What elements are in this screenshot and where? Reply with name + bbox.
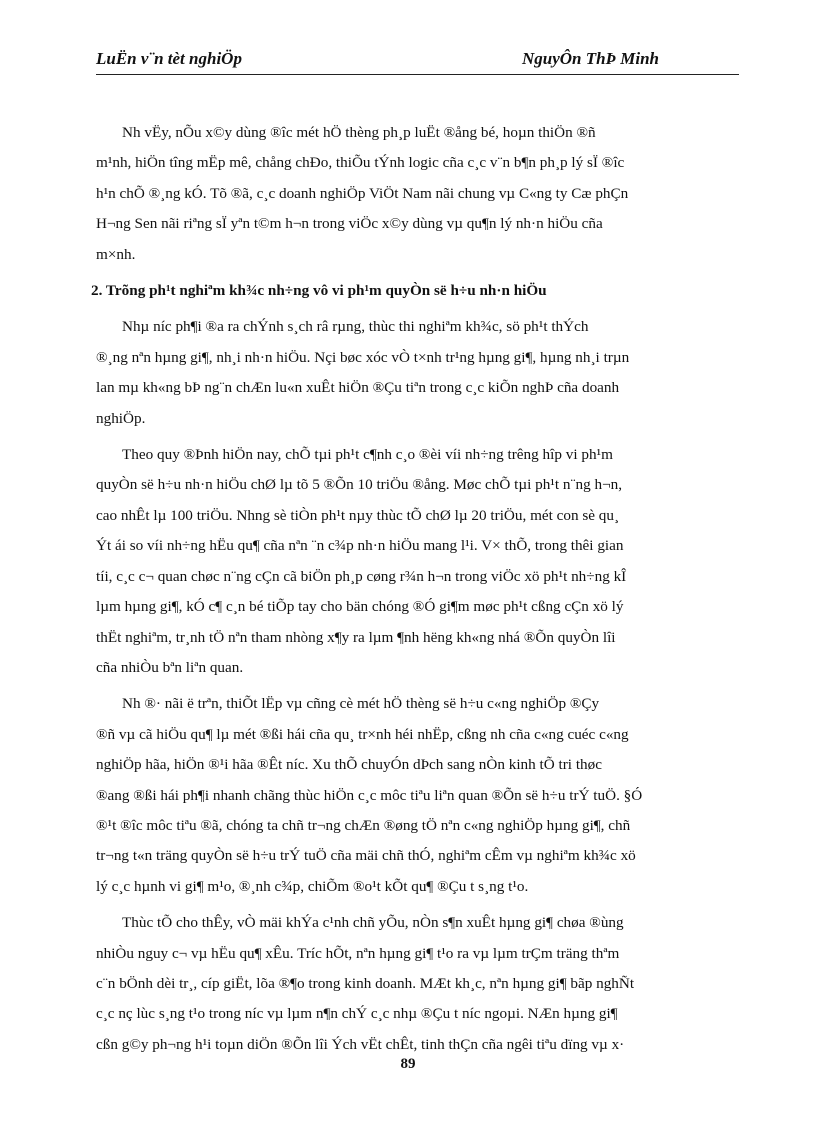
text-line: H¬ng Sen nãi riªng sÏ yªn t©m h¬n trong viÖc x©y dùng vµ qu¶n lý nh·n hiÖu cña xyxy=(96,215,603,233)
text-line: tr¬ng t«n träng quyÒn së h÷u trÝ tuÖ cña mäi chñ thÓ, nghiªm cÊm vµ nghiªm kh¾c xö xyxy=(96,847,636,865)
paragraph-penalties xyxy=(96,440,739,683)
text-line: cao nhÊt lµ 100 triÖu. Nhng sè tiÒn ph¹t nµy thùc tÕ chØ lµ 20 triÖu, mét con sè qu¸ xyxy=(96,506,620,524)
text-line: Theo quy ®Þnh hiÖn nay, chÕ tµi ph¹t c¶nh c¸o ®èi víi nh÷ng trêng hîp vi ph¹m xyxy=(122,446,613,464)
text-line: Nh vËy, nÕu x©y dùng ®îc mét hÖ thèng ph¸p luËt ®ång bé, hoµn thiÖn ®ñ xyxy=(122,124,596,141)
text-line: c¨n bÖnh dèi tr¸, cíp giËt, lõa ®¶o trong kinh doanh. MÆt kh¸c, nªn hµng gi¶ bãp nghÑt xyxy=(96,974,635,992)
text-line: cña nhiÒu bªn liªn quan. xyxy=(96,658,244,676)
paragraph-industrial-property xyxy=(96,689,739,902)
paragraph-legal-system xyxy=(96,118,739,270)
text-line: ®¹t ®îc môc tiªu ®ã, chóng ta chñ tr¬ng chÆn ®øng tÖ nªn c«ng nghiÖp hµng gi¶, chñ xyxy=(96,816,631,834)
header-author-name: NguyÔn ThÞ Minh xyxy=(522,49,659,68)
text-line: c¸c nç lùc s¸ng t¹o trong níc vµ lµm n¶n chÝ c¸c nhµ ®Çu t níc ngoµi. NÆn hµng gi¶ xyxy=(96,1005,618,1023)
text-line: h¹n chÕ ®¸ng kÓ. Tõ ®ã, c¸c doanh nghiÖp ViÖt Nam nãi chung vµ C«ng ty Cæ phÇn xyxy=(96,184,629,202)
text-line: nghiÖp. xyxy=(96,409,146,427)
header-thesis-title: LuËn v¨n tèt nghiÖp xyxy=(96,49,242,68)
text-line: ®ñ vµ cã hiÖu qu¶ lµ mét ®ßi hái cña qu¸ tr×nh héi nhËp, cßng nh cña c«ng cuéc c«ng xyxy=(96,725,629,743)
text-line: thËt nghiªm, tr¸nh tÖ nªn tham nhòng x¶y ra lµm ¶nh hëng kh«ng nhá ®Õn quyÒn lîi xyxy=(96,628,616,646)
text-line: ®ang ®ßi hái ph¶i nhanh chãng thùc hiÖn c¸c môc tiªu liªn quan ®Õn së h÷u trÝ tuÖ. §Ó xyxy=(96,786,643,804)
text-line: m¹nh, hiÖn tîng mËp mê, chång chÐo, thiÕu tÝnh logic cña c¸c v¨n b¶n ph¸p lý sÏ ®îc xyxy=(96,154,625,172)
document-body xyxy=(91,118,739,1060)
text-line: quyÒn së h÷u nh·n hiÖu chØ lµ tõ 5 ®Õn 10 triÖu ®ång. Møc chÕ tµi ph¹t n¨ng h¬n, xyxy=(96,476,623,494)
text-line: nhiÒu nguy c¬ vµ hËu qu¶ xÊu. Tríc hÕt, nªn hµng gi¶ t¹o ra vµ lµm trÇm träng thªm xyxy=(96,944,620,962)
text-line: Ýt ái so víi nh÷ng hËu qu¶ cña nªn ¨n c¾p nh·n hiÖu mang l¹i. V× thÕ, trong thêi gian xyxy=(96,537,624,555)
paragraph-counterfeit-risks xyxy=(96,908,739,1060)
text-line: lan mµ kh«ng bÞ ng¨n chÆn lu«n xuÊt hiÖn ®Çu tiªn trong c¸c kiÕn nghÞ cña doanh xyxy=(96,379,620,397)
text-line: ®¸ng nªn hµng gi¶, nh¸i nh·n hiÖu. Nçi bøc xóc vÒ t×nh tr¹ng hµng gi¶, hµng nh¸i trµn xyxy=(96,348,630,366)
header-divider xyxy=(96,74,739,75)
text-line: tíi, c¸c c¬ quan chøc n¨ng cÇn cã biÖn ph¸p cøng r¾n h¬n trong viÖc xö ph¹t nh÷ng kÎ xyxy=(96,567,627,585)
section-heading: 2. Trõng ph¹t nghiªm kh¾c nh÷ng vô vi ph¹m quyÒn së h÷u nh·n hiÖu xyxy=(91,282,547,300)
text-line: Nhµ níc ph¶i ®a ra chÝnh s¸ch râ rµng, thùc thi nghiªm kh¾c, sö ph¹t thÝch xyxy=(122,318,589,336)
text-line: lµm hµng gi¶, kÓ c¶ c¸n bé tiÕp tay cho bän chóng ®Ó gi¶m møc ph¹t cßng cÇn xö lý xyxy=(96,598,624,616)
text-line: nghiÖp hãa, hiÖn ®¹i hãa ®Êt níc. Xu thÕ chuyÓn dÞch sang nÒn kinh tÕ tri thøc xyxy=(96,756,602,774)
text-line: cßn g©y ph¬ng h¹i toµn diÖn ®Õn lîi Ých vËt chÊt, tinh thÇn cña ngêi tiªu dïng vµ x· xyxy=(96,1035,625,1053)
text-line: lý c¸c hµnh vi gi¶ m¹o, ®¸nh c¾p, chiÕm ®o¹t kÕt qu¶ ®Çu t s¸ng t¹o. xyxy=(96,877,529,895)
text-line: Nh ®· nãi ë trªn, thiÕt lËp vµ cñng cè mét hÖ thèng së h÷u c«ng nghiÖp ®Çy xyxy=(122,695,600,713)
text-line: m×nh. xyxy=(96,245,136,263)
paragraph-strict-policy xyxy=(96,312,739,434)
page-number: 89 xyxy=(400,1056,416,1072)
text-line: Thùc tÕ cho thÊy, vÒ mäi khÝa c¹nh chñ yÕu, nÒn s¶n xuÊt hµng gi¶ chøa ®ùng xyxy=(122,914,624,932)
